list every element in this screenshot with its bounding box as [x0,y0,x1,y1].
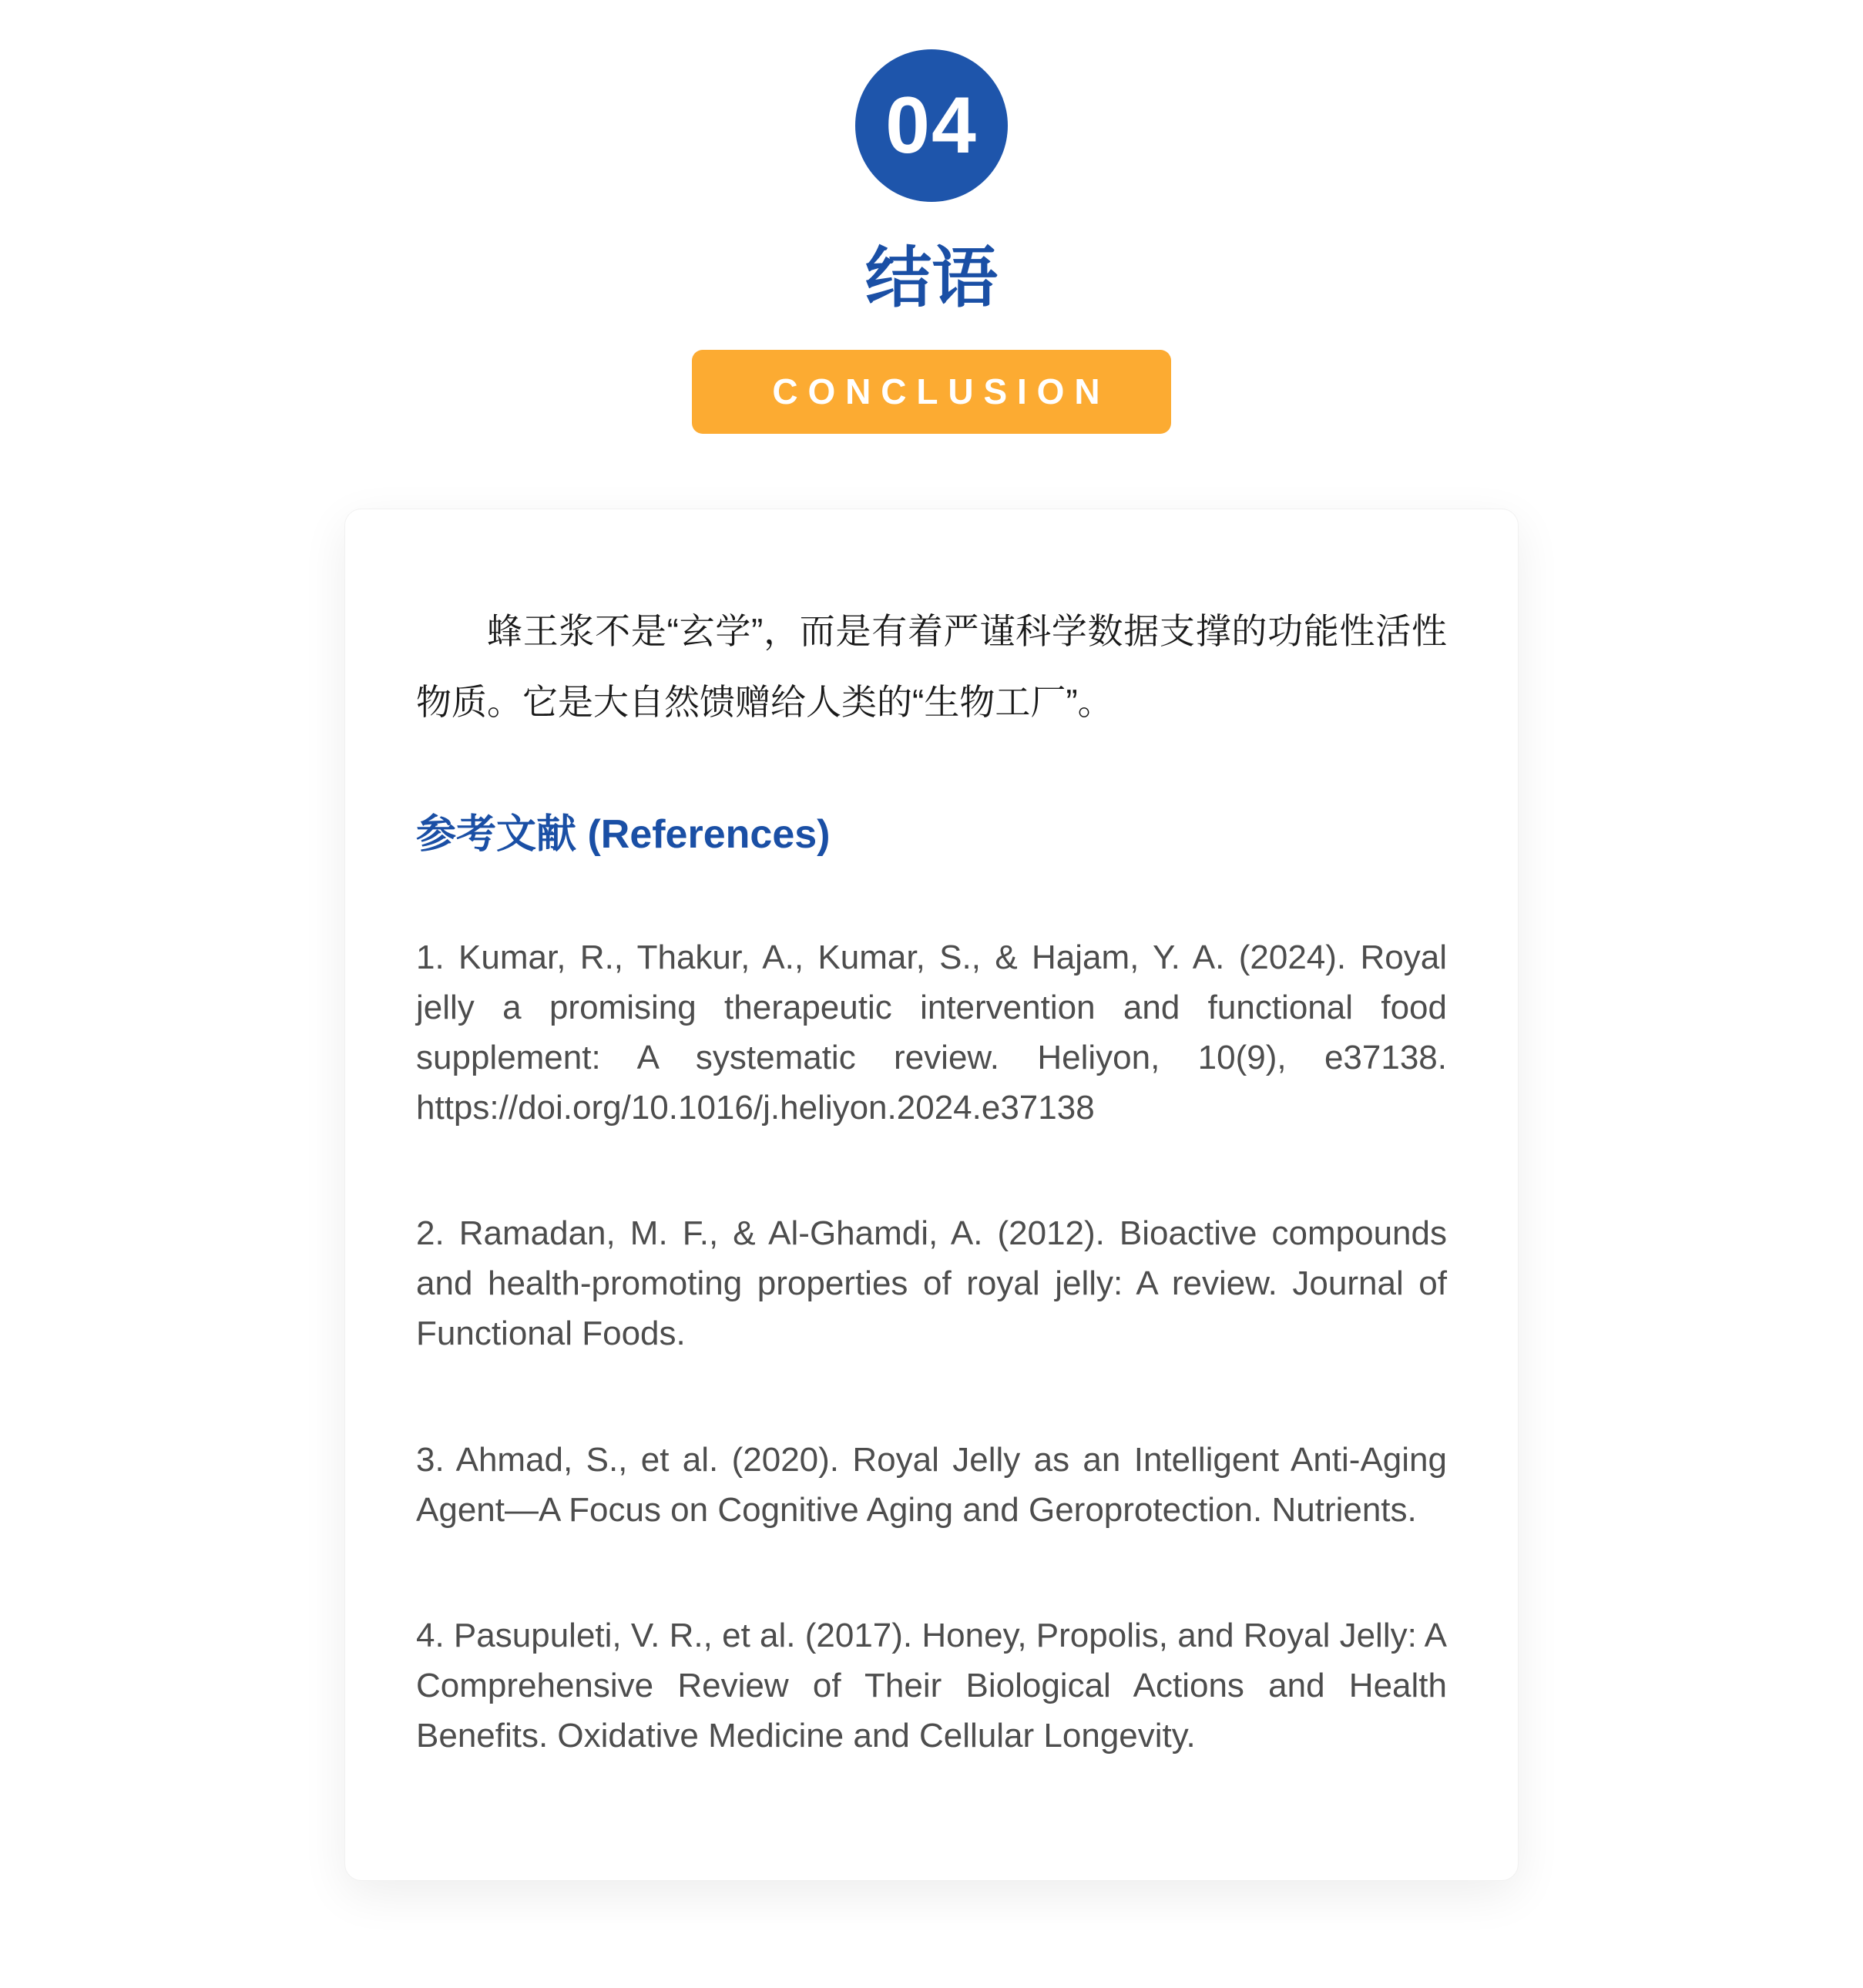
section-title: 结语 [865,241,998,315]
section-number-badge [855,49,1008,202]
reference-item: 4. Pasupuleti, V. R., et al. (2017). Honey, Propolis, and Royal Jelly: A Comprehensive Review of Their Biological Actions and Health Benefits. Oxidative Medicine and Cellular Longevity. [416,1616,1447,1755]
intro-paragraph: 蜂王浆不是“玄学”，而是有着严谨科学数据支撑的功能性活性物质。它是大自然馈赠给人类的“生物工厂”。 [416,610,1447,722]
section-header [0,0,1863,434]
section-number: 04 [885,80,978,170]
conclusion-badge: CONCLUSION [692,350,1172,434]
reference-item: 2. Ramadan, M. F., & Al-Ghamdi, A. (2012). Bioactive compounds and health-promoting properties of royal jelly: A review. Journal of Functional Foods. [416,1214,1447,1353]
references-heading: 参考文献 (References) [416,811,831,857]
reference-item: 1. Kumar, R., Thakur, A., Kumar, S., & Hajam, Y. A. (2024). Royal jelly a promising therapeutic intervention and functional food supplement: A systematic review. Heliyon, 10(9), e37138. https://doi.org/10.1016/j.heliyon.2024.e37138 [416,938,1447,1127]
reference-item: 3. Ahmad, S., et al. (2020). Royal Jelly as an Intelligent Anti-Aging Agent—A Focus on Cognitive Aging and Geroprotection. Nutrients. [416,1440,1447,1529]
conclusion-card [344,509,1519,1882]
